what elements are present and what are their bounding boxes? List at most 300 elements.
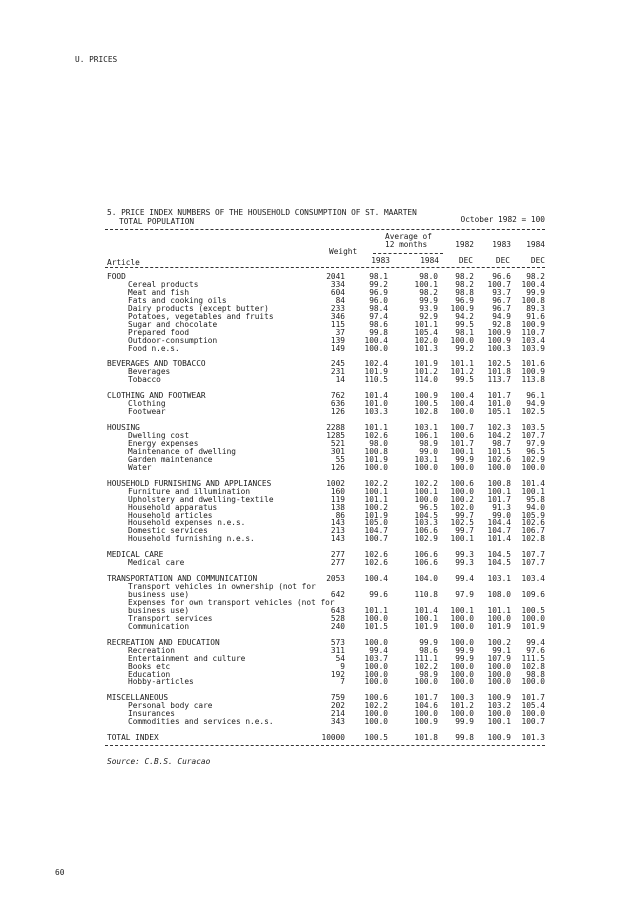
avg-1984-cell: 100.0 (414, 494, 438, 504)
weight-cell: 528 (330, 613, 345, 623)
header-average-line2: 12 months (385, 240, 428, 249)
dec-1982-cell: 98.1 (455, 327, 474, 337)
dec-1984-cell: 103.5 (521, 423, 545, 433)
weight-cell: 231 (330, 367, 345, 377)
dec-1983-cell: 96.6 (492, 272, 511, 281)
dec-1984-cell: 94.0 (526, 502, 545, 512)
source-note: Source: C.B.S. Curacao (107, 757, 211, 766)
dec-1982-cell: 100.0 (450, 709, 474, 719)
avg-1984-cell: 100.9 (414, 717, 438, 727)
dec-1984-cell: 94.9 (526, 399, 545, 409)
dec-1982-cell: 100.0 (450, 486, 474, 496)
weight-cell: 1002 (326, 478, 345, 488)
avg-1984-cell: 92.9 (419, 311, 438, 321)
dec-1984-cell: 103.4 (521, 574, 545, 584)
avg-1983-cell: 97.4 (369, 311, 388, 321)
dec-1984-cell: 102.9 (521, 454, 545, 464)
row-label: Maintenance of dwelling (128, 446, 236, 456)
dec-1984-cell: 101.7 (521, 693, 545, 703)
dec-1984-cell: 98.8 (526, 669, 545, 679)
avg-1984-cell: 106.6 (414, 558, 438, 568)
category-label: TRANSPORTATION AND COMMUNICATION (107, 574, 258, 584)
header-year-1982: 1982 (455, 240, 474, 249)
row-label: Energy expenses (128, 438, 199, 448)
weight-cell: 84 (335, 295, 345, 305)
dec-1982-cell: 100.3 (450, 693, 474, 703)
avg-1983-cell: 100.0 (364, 343, 388, 353)
dec-1982-cell: 99.9 (455, 653, 474, 663)
row-label: Household articles (128, 510, 213, 520)
row-label: Personal body care (128, 701, 213, 711)
dec-1984-cell: 110.7 (521, 327, 545, 337)
rule-average (373, 253, 443, 254)
dec-1982-cell: 100.9 (450, 303, 474, 313)
dec-1984-cell: 99.4 (526, 637, 545, 647)
avg-1983-cell: 100.0 (364, 661, 388, 671)
avg-1984-cell: 98.9 (419, 669, 438, 679)
avg-1983-cell: 104.7 (364, 526, 388, 536)
dec-1984-cell: 105.9 (521, 510, 545, 520)
dec-1982-cell: 100.0 (450, 613, 474, 623)
avg-1983-cell: 99.4 (369, 645, 388, 655)
dec-1984-cell: 102.8 (521, 661, 545, 671)
avg-1983-cell: 100.0 (364, 613, 388, 623)
weight-cell: 54 (335, 653, 345, 663)
row-label: Entertainment and culture (128, 653, 246, 663)
dec-1984-cell: 106.7 (521, 526, 545, 536)
dec-1984-cell: 100.9 (521, 367, 545, 377)
dec-1982-cell: 98.2 (455, 272, 474, 281)
dec-1984-cell: 102.6 (521, 518, 545, 528)
row-label: Sugar and chocolate (128, 319, 218, 329)
row-label: Upholstery and dwelling-textile (128, 494, 274, 504)
avg-1984-cell: 101.2 (414, 367, 438, 377)
avg-1984-cell: 99.9 (419, 295, 438, 305)
avg-1983-cell: 98.1 (369, 272, 388, 281)
avg-1983-cell: 98.6 (369, 319, 388, 329)
avg-1984-cell: 100.0 (414, 677, 438, 687)
dec-1983-cell: 100.9 (487, 335, 511, 345)
dec-1983-cell: 104.2 (487, 431, 511, 440)
dec-1982-cell: 99.5 (455, 319, 474, 329)
header-avg-1983: 1983 (371, 256, 390, 265)
weight-cell: 149 (330, 343, 345, 353)
dec-1983-cell: 100.0 (487, 661, 511, 671)
header-year-1983: 1983 (492, 240, 511, 249)
weight-cell: 55 (335, 454, 345, 464)
dec-1982-cell: 100.6 (450, 478, 474, 488)
category-label: MEDICAL CARE (107, 550, 164, 560)
base-note: October 1982 = 100 (460, 215, 545, 224)
header-year-1984: 1984 (526, 240, 545, 249)
dec-1984-cell: 107.7 (521, 431, 545, 440)
avg-1984-cell: 100.9 (414, 391, 438, 401)
avg-1984-cell: 114.0 (414, 375, 438, 385)
dec-1982-cell: 100.1 (450, 605, 474, 615)
weight-cell: 636 (330, 399, 345, 409)
dec-1983-cell: 102.5 (487, 359, 511, 369)
row-label: Clothing (128, 399, 166, 409)
avg-1983-cell: 100.8 (364, 446, 388, 456)
dec-1982-cell: 99.7 (455, 510, 474, 520)
avg-1984-cell: 99.9 (419, 637, 438, 647)
header-dec-1984: DEC (530, 256, 545, 265)
row-label: Dairy products (except butter) (128, 303, 269, 313)
row-label: Outdoor-consumption (128, 335, 218, 345)
category-label: HOUSEHOLD FURNISHING AND APPLIANCES (107, 478, 272, 488)
weight-cell: 138 (330, 502, 345, 512)
dec-1982-cell: 99.9 (455, 454, 474, 464)
avg-1983-cell: 101.1 (364, 494, 388, 504)
weight-cell: 143 (330, 518, 345, 528)
avg-1983-cell: 96.9 (369, 287, 388, 297)
weight-cell: 643 (330, 605, 345, 615)
dec-1984-cell: 96.5 (526, 446, 545, 456)
avg-1984-cell: 111.1 (414, 653, 438, 663)
avg-1984-cell: 104.6 (414, 701, 438, 711)
avg-1984-cell: 98.0 (419, 272, 438, 281)
dec-1982-cell: 99.7 (455, 526, 474, 536)
avg-1983-cell: 110.5 (364, 375, 388, 385)
weight-cell: 2041 (326, 272, 345, 281)
avg-1984-cell: 101.9 (414, 621, 438, 631)
avg-1983-cell: 102.2 (364, 701, 388, 711)
avg-1983-cell: 101.0 (364, 399, 388, 409)
avg-1983-cell: 98.4 (369, 303, 388, 313)
avg-1983-cell: 100.4 (364, 335, 388, 345)
avg-1984-cell: 104.5 (414, 510, 438, 520)
dec-1984-cell: 102.8 (521, 534, 545, 544)
table-title: 5. PRICE INDEX NUMBERS OF THE HOUSEHOLD CONSUMPTION OF ST. MAARTEN (107, 208, 417, 217)
dec-1983-cell: 104.7 (487, 526, 511, 536)
weight-cell: 642 (330, 590, 345, 599)
avg-1984-cell: 103.1 (414, 423, 438, 433)
dec-1984-cell: 100.7 (521, 717, 545, 727)
avg-1983-cell: 105.0 (364, 518, 388, 528)
avg-1984-cell: 100.5 (414, 399, 438, 409)
row-label: Tobacco (128, 375, 161, 385)
weight-cell: 343 (330, 717, 345, 727)
dec-1983-cell: 98.7 (492, 438, 511, 448)
avg-1984-cell: 100.1 (414, 486, 438, 496)
dec-1984-cell: 103.4 (521, 335, 545, 345)
table-subtitle: TOTAL POPULATION (119, 217, 195, 226)
dec-1983-cell: 101.1 (487, 605, 511, 615)
avg-1984-cell: 101.8 (414, 733, 438, 743)
avg-1983-cell: 100.0 (364, 669, 388, 679)
dec-1984-cell: 101.9 (521, 621, 545, 631)
avg-1984-cell: 101.3 (414, 343, 438, 353)
row-label: Transport vehicles in ownership (not for (128, 582, 316, 592)
dec-1984-cell: 99.9 (526, 287, 545, 297)
dec-1983-cell: 104.5 (487, 558, 511, 568)
dec-1984-cell: 111.5 (521, 653, 545, 663)
dec-1983-cell: 104.4 (487, 518, 511, 528)
dec-1982-cell: 100.0 (450, 335, 474, 345)
dec-1982-cell: 99.4 (455, 574, 474, 584)
dec-1982-cell: 100.7 (450, 423, 474, 433)
row-label: Beverages (128, 367, 171, 377)
header-dec-1982: DEC (458, 256, 473, 265)
avg-1983-cell: 102.6 (364, 431, 388, 440)
avg-1983-cell: 102.6 (364, 550, 388, 560)
dec-1982-cell: 100.0 (450, 669, 474, 679)
dec-1983-cell: 100.9 (487, 693, 511, 703)
avg-1983-cell: 98.0 (369, 438, 388, 448)
dec-1983-cell: 93.7 (492, 287, 511, 297)
avg-1983-cell: 103.3 (364, 407, 388, 417)
avg-1983-cell: 99.8 (369, 327, 388, 337)
dec-1983-cell: 96.7 (492, 303, 511, 313)
row-label: Footwear (128, 407, 166, 417)
dec-1984-cell: 91.6 (526, 311, 545, 321)
weight-cell: 126 (330, 462, 345, 472)
dec-1984-cell: 100.1 (521, 486, 545, 496)
avg-1983-cell: 101.9 (364, 510, 388, 520)
dec-1983-cell: 101.0 (487, 399, 511, 409)
avg-1983-cell: 101.4 (364, 391, 388, 401)
avg-1984-cell: 101.1 (414, 319, 438, 329)
avg-1983-cell: 100.0 (364, 709, 388, 719)
dec-1984-cell: 100.8 (521, 295, 545, 305)
category-label: RECREATION AND EDUCATION (107, 637, 220, 647)
dec-1982-cell: 101.1 (450, 359, 474, 369)
dec-1983-cell: 105.1 (487, 407, 511, 417)
weight-cell: 334 (330, 279, 345, 289)
dec-1982-cell: 94.2 (455, 311, 474, 321)
dec-1984-cell: 101.6 (521, 359, 545, 369)
dec-1982-cell: 100.4 (450, 391, 474, 401)
weight-cell: 311 (330, 645, 345, 655)
dec-1983-cell: 101.4 (487, 534, 511, 544)
weight-cell: 277 (330, 558, 345, 568)
page-number: 60 (55, 868, 65, 877)
avg-1983-cell: 101.1 (364, 605, 388, 615)
row-label: Books etc (128, 661, 171, 671)
weight-cell: 9 (340, 661, 345, 671)
row-label: Commodities and services n.e.s. (128, 717, 274, 727)
weight-cell: 245 (330, 359, 345, 369)
row-label: Furniture and illumination (128, 486, 251, 496)
avg-1984-cell: 100.1 (414, 279, 438, 289)
avg-1984-cell: 102.0 (414, 335, 438, 345)
dec-1984-cell: 98.2 (526, 272, 545, 281)
avg-1984-cell: 93.9 (419, 303, 438, 313)
row-label: Dwelling cost (128, 431, 190, 440)
dec-1983-cell: 100.0 (487, 709, 511, 719)
row-label: Meat and fish (128, 287, 190, 297)
dec-1982-cell: 98.2 (455, 279, 474, 289)
dec-1982-cell: 99.8 (455, 733, 474, 743)
avg-1983-cell: 99.6 (369, 590, 388, 599)
avg-1984-cell: 102.2 (414, 661, 438, 671)
dec-1983-cell: 101.8 (487, 367, 511, 377)
dec-1983-cell: 113.7 (487, 375, 511, 385)
avg-1984-cell: 110.8 (414, 590, 438, 599)
weight-cell: 2288 (326, 423, 345, 433)
running-head: U. PRICES (75, 55, 118, 64)
weight-cell: 2053 (326, 574, 345, 584)
weight-cell: 604 (330, 287, 345, 297)
dec-1982-cell: 99.3 (455, 558, 474, 568)
avg-1983-cell: 101.5 (364, 621, 388, 631)
avg-1983-cell: 101.9 (364, 454, 388, 464)
row-label: Medical care (128, 558, 185, 568)
dec-1984-cell: 97.6 (526, 645, 545, 655)
avg-1984-cell: 106.1 (414, 431, 438, 440)
avg-1984-cell: 100.0 (414, 709, 438, 719)
dec-1982-cell: 96.9 (455, 295, 474, 305)
dec-1982-cell: 99.9 (455, 645, 474, 655)
dec-1982-cell: 100.0 (450, 637, 474, 647)
dec-1984-cell: 100.5 (521, 605, 545, 615)
dec-1982-cell: 99.2 (455, 343, 474, 353)
dec-1983-cell: 94.9 (492, 311, 511, 321)
weight-cell: 115 (330, 319, 345, 329)
dec-1984-cell: 105.4 (521, 701, 545, 711)
row-label: business use) (128, 590, 190, 599)
avg-1983-cell: 101.1 (364, 423, 388, 433)
avg-1984-cell: 102.8 (414, 407, 438, 417)
category-label: FOOD (107, 272, 126, 281)
dec-1983-cell: 91.3 (492, 502, 511, 512)
category-label: TOTAL INDEX (107, 733, 159, 743)
weight-cell: 160 (330, 486, 345, 496)
avg-1984-cell: 105.4 (414, 327, 438, 337)
dec-1983-cell: 100.2 (487, 637, 511, 647)
avg-1984-cell: 102.2 (414, 478, 438, 488)
dec-1983-cell: 101.7 (487, 391, 511, 401)
dec-1984-cell: 96.1 (526, 391, 545, 401)
rule-bottom (105, 745, 545, 746)
weight-cell: 126 (330, 407, 345, 417)
row-label: Expenses for own transport vehicles (not for (128, 597, 335, 607)
weight-cell: 7 (340, 677, 345, 687)
dec-1984-cell: 107.7 (521, 558, 545, 568)
row-label: Food n.e.s. (128, 343, 180, 353)
row-label: Recreation (128, 645, 175, 655)
avg-1984-cell: 101.4 (414, 605, 438, 615)
weight-cell: 233 (330, 303, 345, 313)
weight-cell: 202 (330, 701, 345, 711)
dec-1984-cell: 107.7 (521, 550, 545, 560)
avg-1983-cell: 100.7 (364, 534, 388, 544)
dec-1983-cell: 108.0 (487, 590, 511, 599)
row-label: Hobby-articles (128, 677, 194, 687)
row-label: Transport services (128, 613, 213, 623)
row-label: business use) (128, 605, 190, 615)
dec-1982-cell: 100.2 (450, 494, 474, 504)
row-label: Insurances (128, 709, 175, 719)
dec-1982-cell: 102.5 (450, 518, 474, 528)
dec-1982-cell: 100.0 (450, 621, 474, 631)
dec-1982-cell: 100.0 (450, 661, 474, 671)
dec-1983-cell: 103.2 (487, 701, 511, 711)
weight-cell: 139 (330, 335, 345, 345)
avg-1983-cell: 100.0 (364, 717, 388, 727)
avg-1983-cell: 100.2 (364, 502, 388, 512)
dec-1982-cell: 100.1 (450, 534, 474, 544)
avg-1984-cell: 106.6 (414, 550, 438, 560)
row-label: Potatoes, vegetables and fruits (128, 311, 274, 321)
avg-1983-cell: 103.7 (364, 653, 388, 663)
row-label: Cereal products (128, 279, 199, 289)
dec-1983-cell: 100.0 (487, 613, 511, 623)
dec-1982-cell: 99.5 (455, 375, 474, 385)
dec-1982-cell: 97.9 (455, 590, 474, 599)
dec-1982-cell: 100.0 (450, 462, 474, 472)
avg-1983-cell: 102.6 (364, 558, 388, 568)
dec-1984-cell: 100.0 (521, 462, 545, 472)
dec-1984-cell: 101.3 (521, 733, 545, 743)
dec-1982-cell: 99.3 (455, 550, 474, 560)
avg-1984-cell: 101.9 (414, 359, 438, 369)
category-label: HOUSING (107, 423, 140, 433)
dec-1982-cell: 100.4 (450, 399, 474, 409)
dec-1983-cell: 102.6 (487, 454, 511, 464)
weight-cell: 213 (330, 526, 345, 536)
dec-1984-cell: 109.6 (521, 590, 545, 599)
weight-cell: 143 (330, 534, 345, 544)
weight-cell: 214 (330, 709, 345, 719)
row-label: Prepared food (128, 327, 190, 337)
dec-1984-cell: 102.5 (521, 407, 545, 417)
dec-1983-cell: 96.7 (492, 295, 511, 305)
dec-1983-cell: 103.1 (487, 574, 511, 584)
row-label: Water (128, 462, 152, 472)
avg-1984-cell: 100.1 (414, 613, 438, 623)
dec-1984-cell: 100.0 (521, 677, 545, 687)
header-avg-1984: 1984 (420, 256, 439, 265)
avg-1983-cell: 100.5 (364, 733, 388, 743)
dec-1983-cell: 99.1 (492, 645, 511, 655)
dec-1983-cell: 100.9 (487, 733, 511, 743)
header-dec-1983: DEC (495, 256, 510, 265)
rule-header (105, 267, 545, 268)
rule-top (105, 229, 545, 230)
dec-1984-cell: 95.8 (526, 494, 545, 504)
dec-1982-cell: 101.7 (450, 438, 474, 448)
weight-cell: 762 (330, 391, 345, 401)
dec-1982-cell: 101.2 (450, 367, 474, 377)
row-label: Household furnishing n.e.s. (128, 534, 255, 544)
dec-1984-cell: 103.9 (521, 343, 545, 353)
dec-1983-cell: 100.0 (487, 669, 511, 679)
weight-cell: 192 (330, 669, 345, 679)
avg-1984-cell: 99.0 (419, 446, 438, 456)
avg-1983-cell: 100.6 (364, 693, 388, 703)
row-label: Domestic services (128, 526, 208, 536)
weight-cell: 37 (335, 327, 345, 337)
avg-1984-cell: 103.1 (414, 454, 438, 464)
avg-1984-cell: 98.2 (419, 287, 438, 297)
weight-cell: 346 (330, 311, 345, 321)
avg-1983-cell: 100.0 (364, 677, 388, 687)
dec-1983-cell: 100.0 (487, 462, 511, 472)
header-article: Article (107, 258, 140, 267)
dec-1984-cell: 101.4 (521, 478, 545, 488)
dec-1983-cell: 100.3 (487, 343, 511, 353)
avg-1984-cell: 106.6 (414, 526, 438, 536)
avg-1984-cell: 98.9 (419, 438, 438, 448)
avg-1983-cell: 99.2 (369, 279, 388, 289)
dec-1983-cell: 101.5 (487, 446, 511, 456)
row-label: Fats and cooking oils (128, 295, 227, 305)
weight-cell: 240 (330, 621, 345, 631)
avg-1983-cell: 96.0 (369, 295, 388, 305)
avg-1983-cell: 101.9 (364, 367, 388, 377)
weight-cell: 119 (330, 494, 345, 504)
